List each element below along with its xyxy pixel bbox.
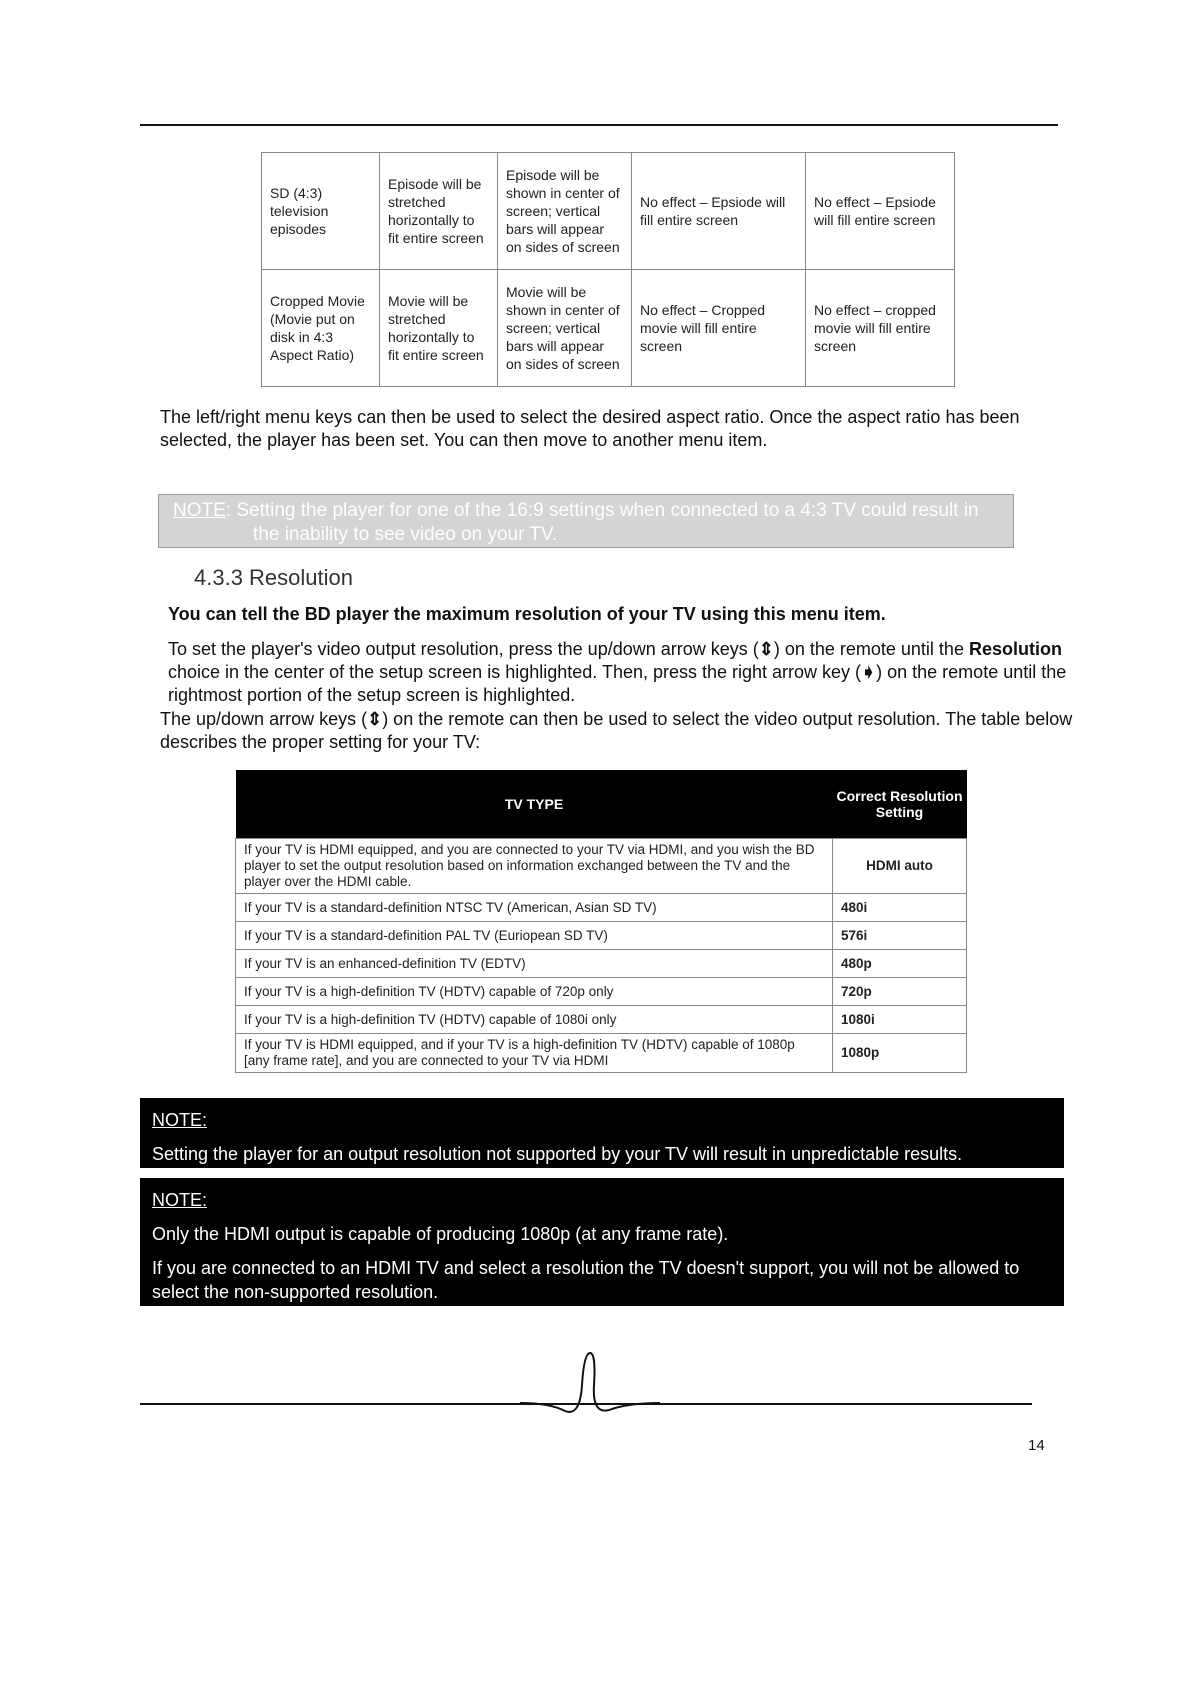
table-header-row [236,770,967,839]
resolution-term: Resolution [968,639,1062,659]
tv-type-cell: If your TV is HDMI equipped, and you are connected to your TV via HDMI, and you wish the BD player to set the output resolution based on information exchanged between the TV and the player over the HDMI cable. [236,839,833,894]
resolution-cell: 1080i [833,1006,967,1034]
tv-type-cell: If your TV is a high-definition TV (HDTV) capable of 1080i only [236,1006,833,1034]
note-text: Only the HDMI output is capable of producing 1080p (at any frame rate). [152,1224,729,1244]
table-row [236,978,967,1006]
tv-type-cell: If your TV is a standard-definition PAL TV (Euriopean SD TV) [236,922,833,950]
table-row [236,950,967,978]
note-box-hdmi [140,1178,1064,1306]
text-run: The up/down arrow keys ( [160,709,368,729]
resolution-table [235,770,967,1073]
text-run: ) on the remote until the [773,639,969,659]
table-row [236,922,967,950]
section-heading: 4.3.3 Resolution [194,565,353,590]
resolution-select-text [160,708,1080,754]
resolution-cell: 1080p [833,1034,967,1073]
resolution-instructions [168,638,1088,707]
column-header-tv-type: TV TYPE [236,770,833,839]
resolution-cell: HDMI auto [833,839,967,894]
table-cell: Movie will be shown in center of screen; vertical bars will appear on sides of screen [498,270,632,387]
table-cell: No effect – Epsiode will fill entire screen [806,153,955,270]
note-text: If you are connected to an HDMI TV and select a resolution the TV doesn't support, you will not be allowed to select the non-supported resolution. [152,1258,1020,1302]
resolution-cell: 480p [833,950,967,978]
column-header-resolution: Correct Resolution Setting [833,770,967,839]
header-rule [140,124,1058,126]
note-box-unsupported [140,1098,1064,1168]
table-cell: Cropped Movie (Movie put on disk in 4:3 Aspect Ratio) [262,270,380,387]
table-row [236,1034,967,1073]
table-row [236,839,967,894]
table-row [262,153,955,270]
table-cell: SD (4:3) television episodes [262,153,380,270]
tv-type-cell: If your TV is a standard-definition NTSC TV (American, Asian SD TV) [236,894,833,922]
up-down-arrow-icon: ⇕ [367,709,383,729]
note-label: NOTE [173,500,226,521]
up-down-arrow-icon: ⇕ [758,639,774,659]
resolution-cell: 576i [833,922,967,950]
text-run: To set the player's video output resolution, press the up/down arrow keys ( [168,639,759,659]
aspect-ratio-table [261,152,955,387]
note-text-continued: the inability to see video on your TV. [253,524,558,545]
table-cell: Episode will be shown in center of screen; vertical bars will appear on sides of screen [498,153,632,270]
note-label: NOTE: [152,1190,208,1210]
resolution-cell: 720p [833,978,967,1006]
note-text: Setting the player for an output resolution not supported by your TV will result in unpredictable results. [152,1144,963,1164]
right-arrow-icon: ➧ [861,662,877,682]
page-number: 14 [1028,1437,1045,1454]
table-cell: Movie will be stretched horizontally to fit entire screen [380,270,498,387]
table-row [262,270,955,387]
aspect-instruction-text: The left/right menu keys can then be used to select the desired aspect ratio. Once the aspect ratio has been selected, the player has been set. You can then move to another menu item. [160,407,1020,450]
note-text: : Setting the player for one of the 16:9 settings when connected to a 4:3 TV could result in [225,500,979,521]
text-run: ) on the remote can then be used to select the video output resolution. The table below describes the proper setting for your TV: [160,709,1073,752]
table-row [236,1006,967,1034]
intro-bold-text: You can tell the BD player the maximum resolution of your TV using this menu item. [168,604,886,624]
resolution-cell: 480i [833,894,967,922]
table-cell: No effect – Cropped movie will fill entire screen [632,270,806,387]
tv-type-cell: If your TV is HDMI equipped, and if your TV is a high-definition TV (HDTV) capable of 1080p [any frame rate], and you are connected to your TV via HDMI [236,1034,833,1073]
text-run: ) on the remote until the rightmost portion of the setup screen is highlighted. [168,662,1067,705]
table-cell: Episode will be stretched horizontally to fit entire screen [380,153,498,270]
table-row [236,894,967,922]
note-label: NOTE: [152,1110,208,1130]
table-cell: No effect – Epsiode will fill entire screen [632,153,806,270]
text-run: choice in the center of the setup screen is highlighted. Then, press the right arrow key ( [168,662,862,682]
tv-type-cell: If your TV is a high-definition TV (HDTV) capable of 720p only [236,978,833,1006]
footer-wave-icon [520,1345,660,1415]
table-cell: No effect – cropped movie will fill entire screen [806,270,955,387]
tv-type-cell: If your TV is an enhanced-definition TV (EDTV) [236,950,833,978]
note-box-16-9 [158,494,1014,548]
